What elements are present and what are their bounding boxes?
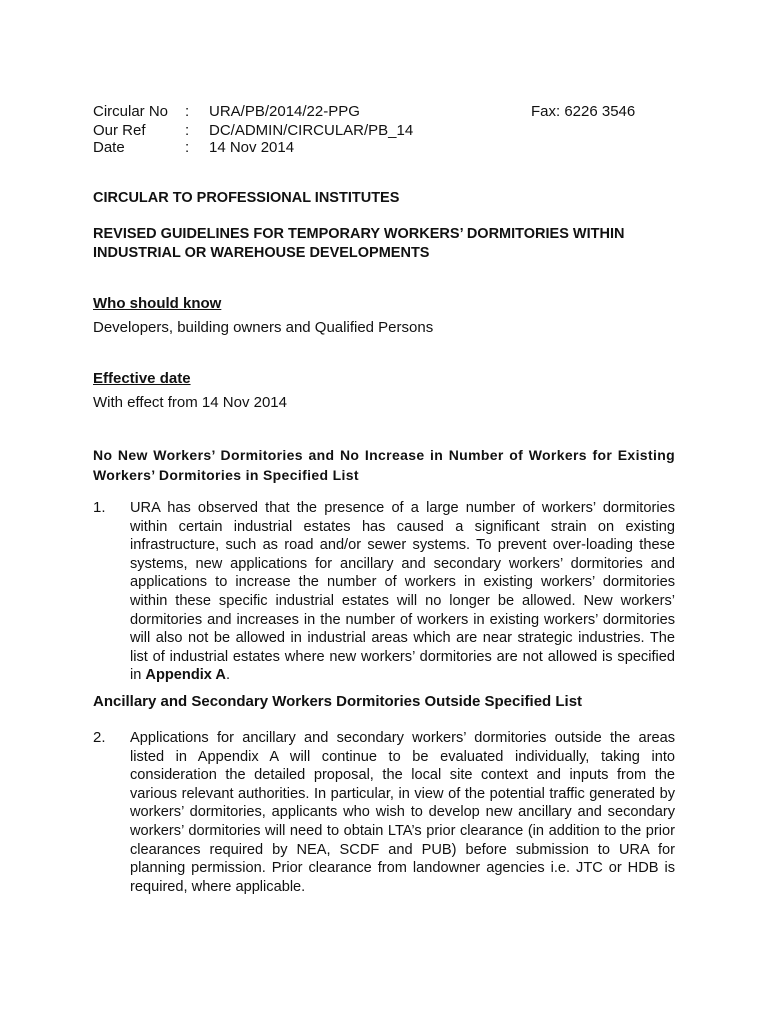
- paragraph-1-end: .: [225, 667, 231, 684]
- paragraph-2: Applications for ancillary and secondary workers’ dormitories outside the areas listed in Appendix A will continue to be evaluated individually, taking into consideration the detailed proposal, the local site context and inputs from the various relevant authorities. In particular, in view of the potential traffic generated by workers’ dormitories, applicants who wish to develop new ancillary and secondary workers’ dormitories will need to obtain LTA’s prior clearance (in addition to the prior clearances required by NEA, SCDF and PUB) before submission to URA for planning permission. Prior clearance from landowner agencies i.e. JTC or HDB is required, where applicable.: [130, 730, 675, 895]
- fax-number: Fax: 6226 3546: [531, 103, 636, 120]
- section-2-heading: Ancillary and Secondary Workers Dormitories Outside Specified List: [93, 693, 583, 710]
- who-should-know-heading: Who should know: [93, 295, 222, 312]
- who-should-know-text: Developers, building owners and Qualified Persons: [93, 319, 434, 336]
- header-value: 14 Nov 2014: [209, 139, 295, 156]
- header-value: DC/ADMIN/CIRCULAR/PB_14: [209, 122, 414, 139]
- header-colon: :: [185, 122, 190, 139]
- appendix-a-reference: Appendix A: [145, 667, 226, 684]
- header-row-circular-no: [93, 102, 360, 122]
- paragraph-1-number: 1.: [93, 499, 106, 516]
- header-colon: :: [185, 139, 190, 156]
- header-colon: :: [185, 103, 190, 120]
- addressee-heading: CIRCULAR TO PROFESSIONAL INSTITUTES: [93, 190, 400, 206]
- effective-date-heading: Effective date: [93, 370, 191, 387]
- header-row-date: [93, 138, 294, 158]
- header-value: URA/PB/2014/22-PPG: [209, 103, 360, 120]
- document-title: REVISED GUIDELINES FOR TEMPORARY WORKERS’ DORMITORIES WITHIN INDUSTRIAL OR WAREHOUSE DEVELOPMENTS: [93, 226, 625, 261]
- paragraph-1: [130, 499, 675, 685]
- header-label: Date: [93, 139, 125, 156]
- section-1-heading: No New Workers’ Dormitories and No Increase in Number of Workers for Existing Workers’ Dormitories in Specified List: [93, 447, 675, 483]
- paragraph-1-text: URA has observed that the presence of a large number of workers’ dormitories within certain industrial estates has caused a significant strain on existing infrastructure, such as road and/or sewer systems. To prevent over-loading these systems, new applications for ancillary and secondary workers’ dormitories and applications to increase the number of workers in existing workers’ dormitories within these specific industrial estates will no longer be allowed. New workers’ dormitories and increases in the number of workers in existing workers’ dormitories will also not be allowed in industrial areas which are near strategic industries. The list of industrial estates where new workers’ dormitories are not allowed is specified in: [130, 500, 675, 684]
- effective-date-text: With effect from 14 Nov 2014: [93, 394, 287, 411]
- paragraph-2-number: 2.: [93, 729, 106, 746]
- header-label: Our Ref: [93, 122, 146, 139]
- header-label: Circular No: [93, 103, 169, 120]
